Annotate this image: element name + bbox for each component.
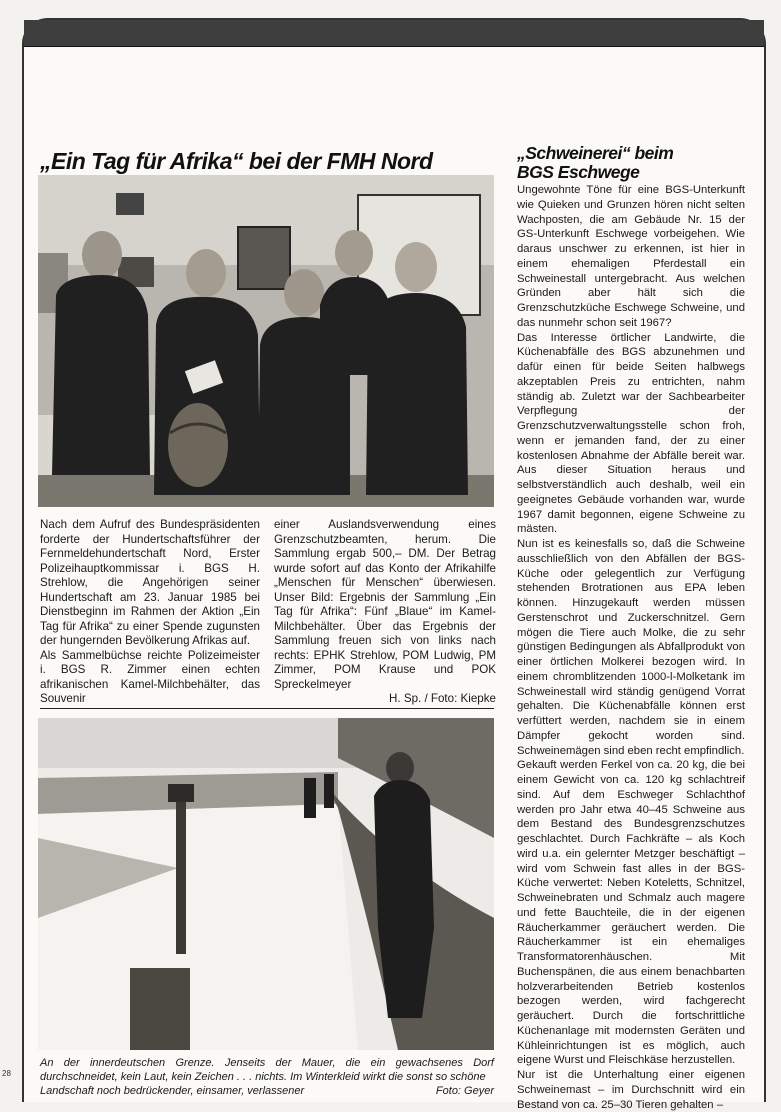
schweinerei-paragraph: Nun ist es keinesfalls so, daß die Schweine ausschließlich von den Abfällen der BGS-Küche oder gelegentlich zur Verfügung stehenden Brotrationen aus EPA leben können. Hinzugekauft werden müssen Gerstenschrot und Zuckerschnitzel. Gern mögen die Tiere auch Molke, die zu sehr günstigen Bedingungen als Abfallprodukt von einer örtlichen Molkerei bezogen wird. In einem chromblitzenden 1000-l-Molketank im Schweinestall wird ständig genügend Vorrat gehalten. Die Küchenabfälle können erst verfüttert werden, nachdem sie in einem Dämpfer gekocht worden sind. Schweinemägen sind eben recht empfindlich.	[517, 538, 745, 757]
photo-caption-border	[40, 1056, 494, 1098]
schweinerei-column	[517, 183, 745, 1112]
headline-schweinerei	[517, 144, 752, 182]
schweinerei-paragraph: Nur ist die Unterhaltung einer eigenen Schweinemast – im Durchschnitt wird ein Bestand von ca. 25–30 Tieren gehalten –	[517, 1069, 745, 1111]
caption-text: An der innerdeutschen Grenze. Jenseits der Mauer, die ein gewachsenes Dorf durchschneidet, kein Laut, kein Zeichen . . . nichts. Im Winterkleid wirkt die sonst so schöne	[40, 1057, 494, 1083]
photo-border-winter	[38, 718, 494, 1050]
photo-officers-group	[38, 175, 494, 507]
schweinerei-paragraph: Ungewohnte Töne für eine BGS-Unterkunft wie Quieken und Grunzen hören nicht selten Wachposten, die am Gebäude Nr. 15 der GS-Unterkunft Eschwege vorbeigehen. Wie daraus unschwer zu erkennen, ist hier in einem ehemaligen Pferdestall ein Schweinestall untergebracht. Aus welchen Gründen aber hält sich die Grenzschutzküche Eschwege Schweine, und das nunmehr schon seit 1967?	[517, 184, 745, 329]
afrika-paragraph: einer Auslandsverwendung eines Grenzschutzbeamten, herum. Die Sammlung ergab 500,– DM. Der Betrag wurde sofort auf das Konto der Afrikahilfe „Menschen für Menschen“ überwiesen. Unser Bild: Ergebnis der Sammlung „Ein Tag für Afrika“: Fünf „Blaue“ im Kamel-Milchbehälter. Über das Ergebnis der Sammlung freuen sich von links nach rechts: EPHK Strehlow, POM Ludwig, PM Zimmer, POM Krause und POK Spreckelmeyer	[274, 518, 496, 691]
afrika-paragraph: Nach dem Aufruf des Bundespräsidenten forderte der Hundertschaftsführer der Fernmeldehundertschaft Nord, Erster Polizeihauptkommissar i. BGS H. Strehlow, die Angehörigen seiner Hundertschaft am 23. Januar 1985 bei Dienstbeginn im Rahmen der Aktion „Ein Tag für Afrika“ zu einer Spende zugunsten der hungernden Bevölkerung Afrikas auf.	[40, 518, 260, 647]
caption-last-line: Landschaft noch bedrückender, einsamer, verlassener	[40, 1085, 305, 1097]
headline-schweinerei-line2: BGS Eschwege	[517, 162, 640, 182]
page-header-band	[24, 20, 764, 47]
schweinerei-paragraph: Gekauft werden Ferkel von ca. 20 kg, die bei einem Gewicht von ca. 120 kg schlachtreif sind. Auf dem Eschweger Schlachthof werden pro Jahr etwa 40–45 Schweine aus dem Bestand des Bundesgrenzschutzes geschlachtet. Durch Fachkräfte – als Koch wird u.a. ein gelernter Metzger beschäftigt – wird vom Schwein fast alles in der BGS-Küche verwertet: Neben Koteletts, Schnitzel, Schweinebraten und Schmalz auch magere und fette Bauchteile, die in der eigenen Räucherkammer geräuchert werden. Die Räucherkammer ist ein ehemaliges Transformatorenhäuschen. Mit Buchenspänen, die aus einem benachbarten holzverarbeitenden Betrieb kostenlos bezogen werden, wird fachgerecht geräuchert. Durch die fortschrittliche Küchenanlage mit modernsten Geräten und Kühleinrichtungen ist es möglich, auch eigene Wurst und Fleischkäse herzustellen.	[517, 759, 745, 1067]
afrika-column-2	[274, 518, 496, 707]
magazine-page	[22, 18, 766, 1111]
afrika-paragraph: Als Sammelbüchse reichte Polizeimeister i. BGS R. Zimmer einen echten afrikanischen Kamel-Milchbehälter, das Souvenir	[40, 648, 260, 705]
headline-afrika: „Ein Tag für Afrika“ bei der FMH Nord	[40, 148, 433, 174]
afrika-column-1	[40, 518, 260, 707]
section-divider	[40, 708, 494, 709]
headline-schweinerei-line1: „Schweinerei“ beim	[517, 143, 674, 163]
schweinerei-paragraph: Das Interesse örtlicher Landwirte, die Küchenabfälle des BGS abzunehmen und dafür einen für beide Seiten halbwegs akzeptablen Preis zu entrichten, nahm ständig ab. Zuletzt war der Sachbearbeiter Verpflegung der Grenzschutzverwaltungsstelle schon froh, wenn er jemanden fand, der zu einer kostenlosen Abnahme der Abfälle bereit war. Aus dieser Situation heraus und selbstverständlich auch deshalb, weil ein geeignetes Gebäude vorhanden war, wurde 1967 damit begonnen, eigene Schweine zu mästen.	[517, 331, 745, 536]
afrika-photo-credit: H. Sp. / Foto: Kiepke	[389, 692, 496, 705]
caption-photo-credit: Foto: Geyer	[435, 1085, 494, 1097]
page-number: 28	[2, 1069, 11, 1078]
